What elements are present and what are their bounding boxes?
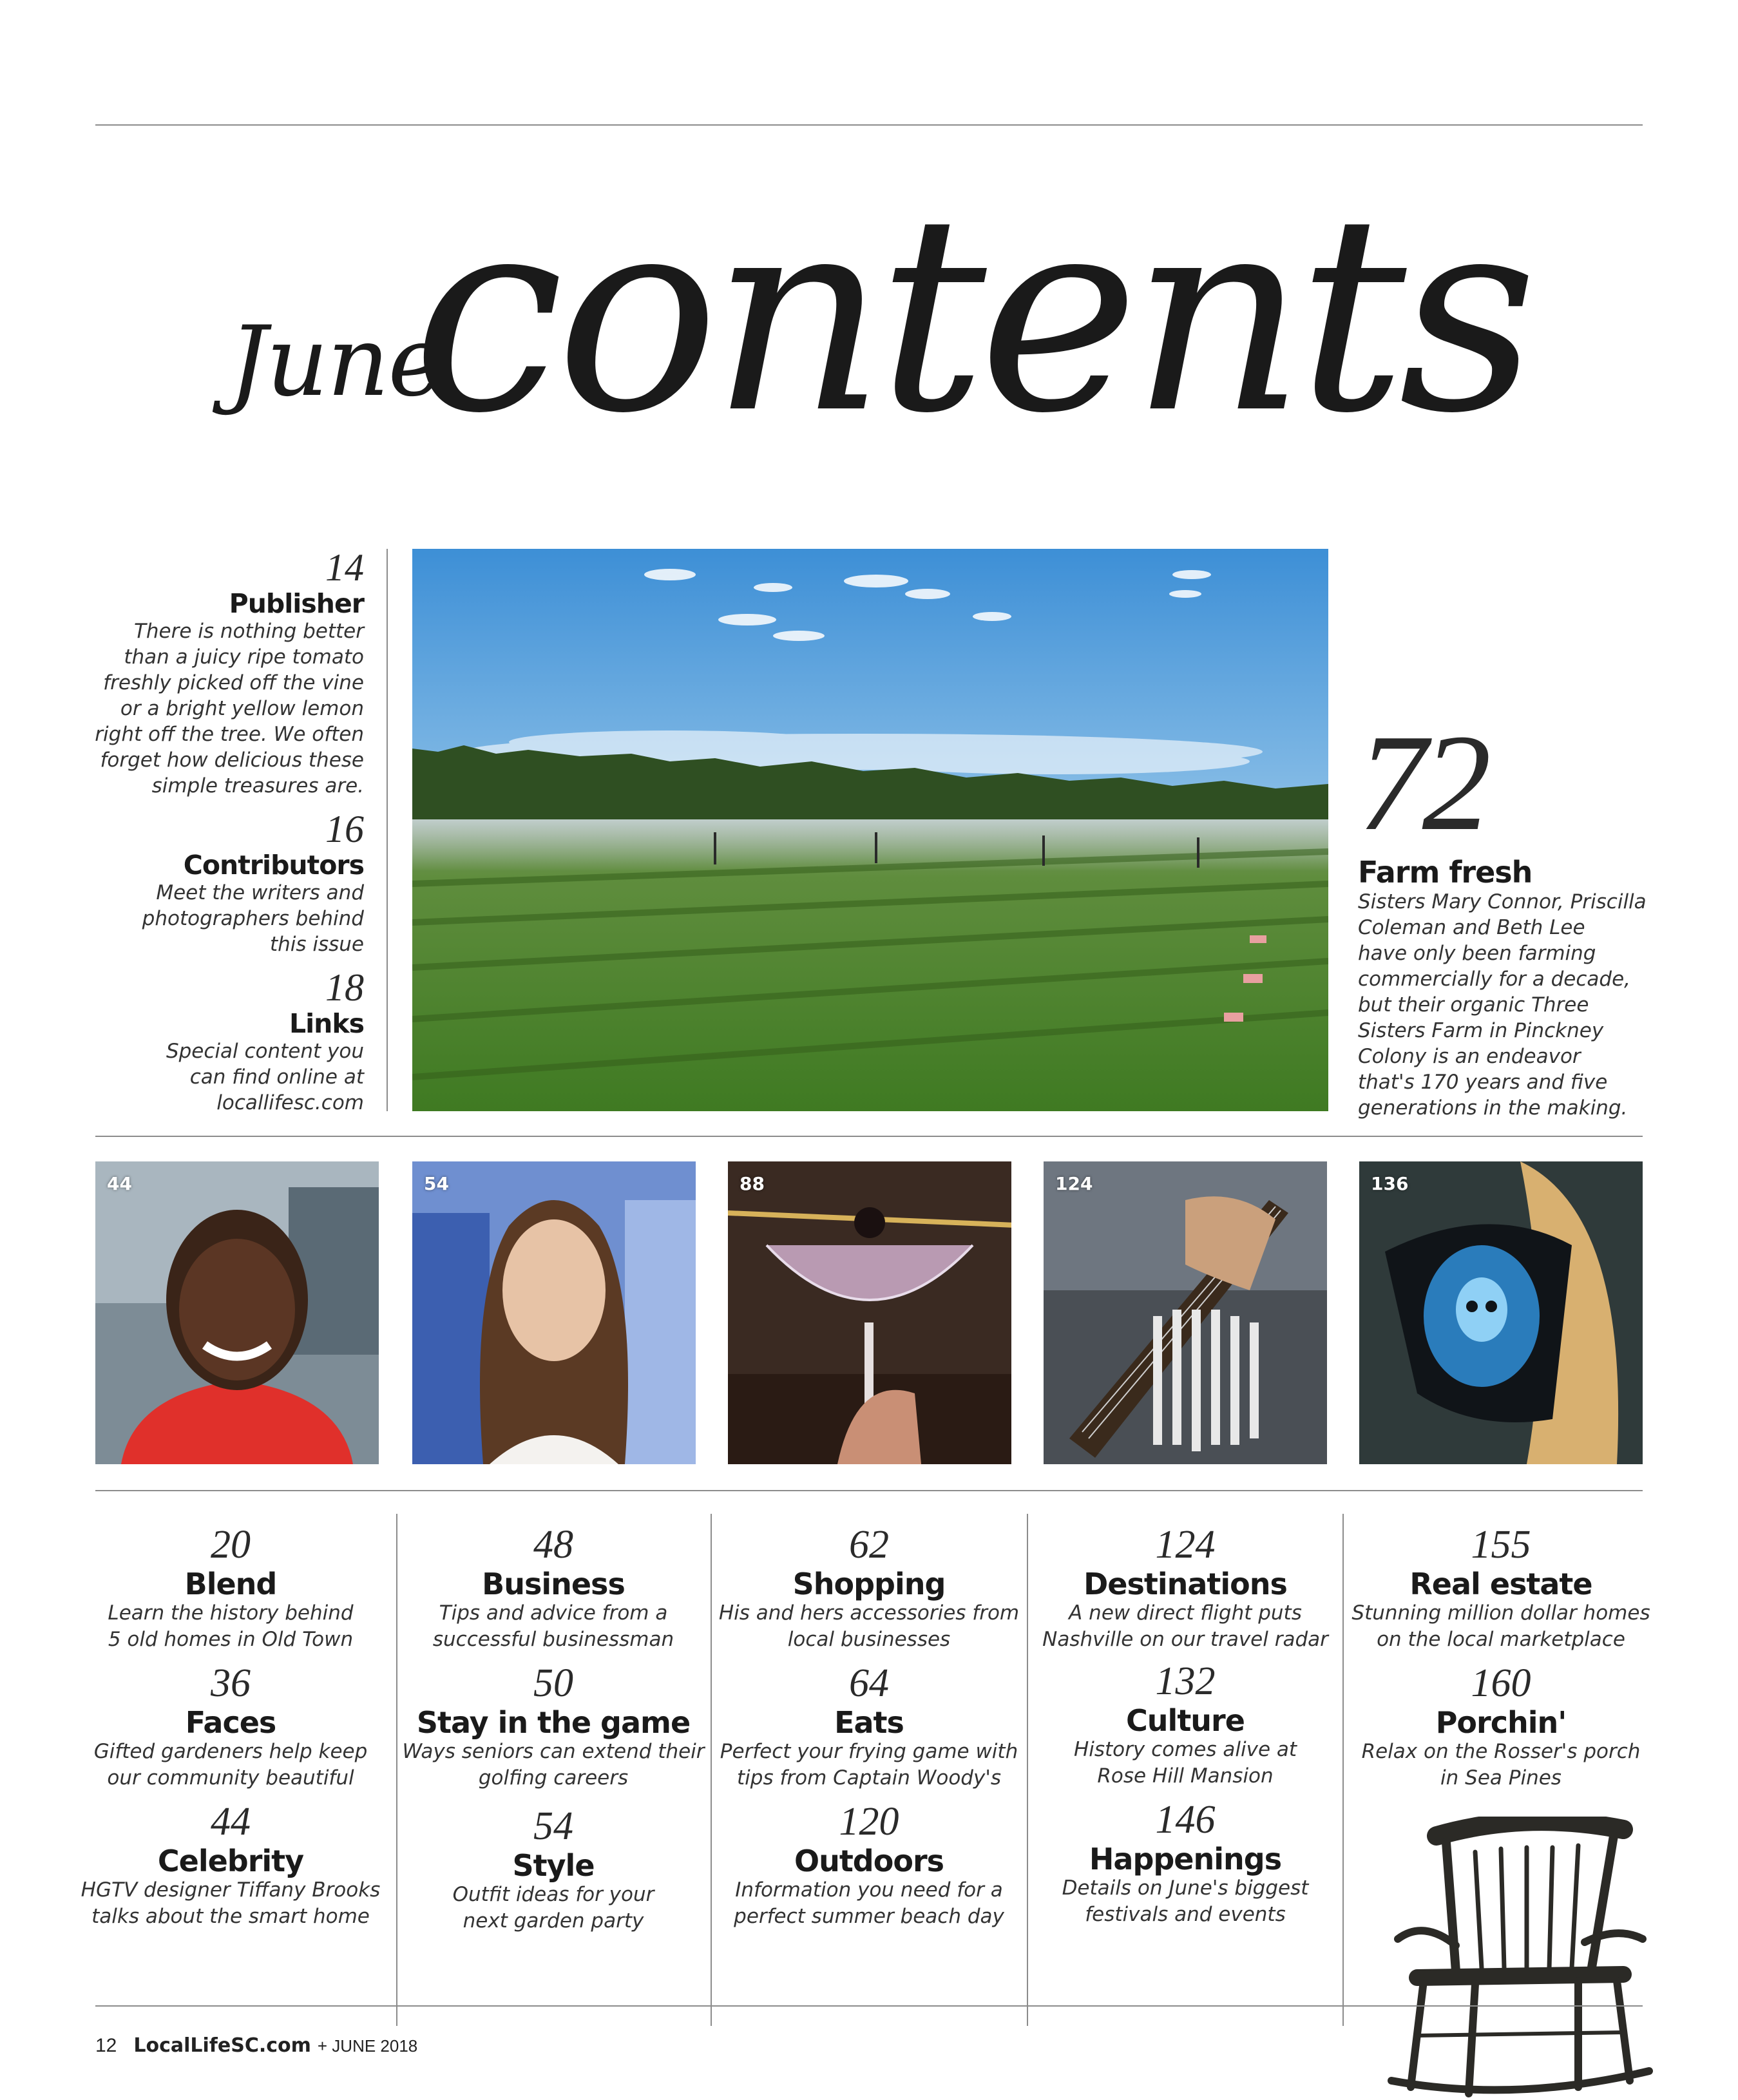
page-number: 160 — [1471, 1661, 1531, 1705]
entry-description: History comes alive at Rose Hill Mansion — [1073, 1738, 1297, 1788]
entry-heading: Outdoors — [794, 1844, 944, 1878]
entry-blend[interactable] — [76, 1522, 385, 1660]
page-number: 16 — [325, 808, 364, 850]
entry-description: Meet the writers and photographers behind this issue — [142, 881, 364, 956]
contents-column-4 — [1031, 1522, 1340, 1928]
entry-outdoors[interactable] — [714, 1799, 1024, 1930]
contents-column-3 — [714, 1522, 1024, 1930]
folio-page-number: 12 — [95, 2035, 117, 2056]
thumb-page-badge: 124 — [1055, 1173, 1093, 1194]
entry-heading: Links — [289, 1008, 364, 1039]
page-number: 50 — [533, 1661, 573, 1705]
column-divider — [711, 1514, 712, 2026]
contributors-entry[interactable] — [77, 808, 364, 957]
thumb-page-badge: 136 — [1371, 1173, 1409, 1194]
entry-heading: Culture — [1126, 1703, 1245, 1738]
site-name-link[interactable]: LocalLifeSC.com — [133, 2034, 311, 2057]
entry-business[interactable] — [399, 1522, 708, 1660]
thumb-welding-mask-photo[interactable] — [1359, 1161, 1643, 1464]
entry-heading: Porchin' — [1435, 1705, 1567, 1740]
page-number: 146 — [1155, 1798, 1216, 1842]
entry-description: Tips and advice from a successful businessman — [432, 1601, 674, 1651]
entry-heading: Style — [512, 1848, 595, 1883]
entry-porchin[interactable] — [1346, 1660, 1656, 1791]
bottom-rule — [95, 2005, 1643, 2007]
feature-page-number: 72 — [1358, 705, 1486, 859]
page-title: contents — [412, 158, 1530, 473]
page-number: 124 — [1155, 1523, 1216, 1567]
entry-real-estate[interactable] — [1346, 1522, 1656, 1660]
entry-happenings[interactable] — [1031, 1797, 1340, 1928]
entry-faces[interactable] — [76, 1660, 385, 1799]
entry-heading: Blend — [184, 1567, 277, 1601]
page-number: 48 — [533, 1523, 573, 1567]
feature-farm-fresh[interactable] — [1358, 705, 1661, 1121]
entry-description: Outfit ideas for your next garden party — [452, 1883, 654, 1933]
page-number: 14 — [325, 546, 364, 589]
entry-description: Details on June's biggest festivals and events — [1062, 1876, 1309, 1926]
thumb-page-badge: 54 — [424, 1173, 449, 1194]
publisher-entry[interactable] — [77, 546, 364, 799]
links-entry[interactable] — [77, 966, 364, 1116]
contents-column-2 — [399, 1522, 708, 1934]
entry-description: Perfect your frying game with tips from Captain Woody's — [720, 1740, 1018, 1790]
entry-heading: Faces — [185, 1705, 276, 1740]
entry-description: Information you need for a perfect summer beach day — [734, 1878, 1004, 1928]
thumb-guitar-photo[interactable] — [1044, 1161, 1327, 1464]
thumb-page-badge: 88 — [740, 1173, 765, 1194]
feature-description: Sisters Mary Connor, Priscilla Coleman and Beth Lee have only been farming commercially for a decade, but their organic Three Sisters Farm in Pinckney Colony is an endeavor that's 170 years and five generations in the making. — [1358, 890, 1647, 1120]
thumb-cocktail-photo[interactable] — [728, 1161, 1011, 1464]
entry-description: HGTV designer Tiffany Brooks talks about the smart home — [81, 1878, 381, 1928]
left-column-divider — [387, 549, 388, 1111]
strip-bottom-rule — [95, 1490, 1643, 1491]
entry-heading: Celebrity — [157, 1844, 304, 1878]
top-rule — [95, 124, 1643, 126]
page-number: 36 — [211, 1661, 251, 1705]
entry-heading: Destinations — [1084, 1567, 1287, 1601]
page-number: 20 — [211, 1523, 251, 1567]
entry-description: Learn the history behind 5 old homes in Old Town — [108, 1601, 354, 1651]
feature-heading: Farm fresh — [1358, 855, 1533, 890]
column-divider — [1027, 1514, 1028, 2026]
entry-culture[interactable] — [1031, 1658, 1340, 1797]
entry-eats[interactable] — [714, 1660, 1024, 1799]
entry-shopping[interactable] — [714, 1522, 1024, 1660]
page-number: 132 — [1155, 1659, 1216, 1703]
thumb-style-photo[interactable] — [412, 1161, 696, 1464]
contents-column-1 — [76, 1522, 385, 1930]
entry-description: His and hers accessories from local businesses — [718, 1601, 1020, 1651]
thumb-celebrity-photo[interactable] — [95, 1161, 379, 1464]
farm-field-photo[interactable] — [412, 549, 1328, 1111]
column-divider — [396, 1514, 397, 2026]
entry-heading: Business — [482, 1567, 625, 1601]
page-number: 62 — [849, 1523, 889, 1567]
page-number: 64 — [849, 1661, 889, 1705]
rocking-chair-photo — [1385, 1817, 1656, 2100]
page-number: 44 — [211, 1800, 251, 1844]
entry-description: Relax on the Rosser's porch in Sea Pines — [1361, 1740, 1641, 1790]
issue-date: + JUNE 2018 — [317, 2036, 418, 2056]
page-number: 120 — [839, 1800, 899, 1844]
entry-stay-in-the-game[interactable] — [399, 1660, 708, 1803]
contents-column-5 — [1346, 1522, 1656, 1791]
entry-heading: Happenings — [1089, 1842, 1282, 1876]
page-number: 54 — [533, 1804, 573, 1848]
column-divider — [1342, 1514, 1344, 2026]
entry-description: A new direct flight puts Nashville on our travel radar — [1042, 1601, 1328, 1651]
thumb-page-badge: 44 — [107, 1173, 132, 1194]
page-number: 18 — [325, 966, 364, 1009]
page-footer — [95, 2034, 417, 2057]
entry-description: Ways seniors can extend their golfing careers — [402, 1740, 705, 1790]
entry-description: There is nothing better than a juicy ripe tomato freshly picked off the vine or a bright yellow lemon right off the tree. We often forget how delicious these simple treasures are. — [95, 620, 364, 797]
entry-destinations[interactable] — [1031, 1522, 1340, 1658]
entry-heading: Real estate — [1409, 1567, 1592, 1601]
strip-top-rule — [95, 1136, 1643, 1137]
entry-heading: Stay in the game — [416, 1705, 691, 1740]
entry-heading: Shopping — [792, 1567, 946, 1601]
entry-heading: Eats — [834, 1705, 904, 1740]
entry-style[interactable] — [399, 1803, 708, 1934]
entry-description: Stunning million dollar homes on the local marketplace — [1351, 1601, 1650, 1651]
page-number: 155 — [1471, 1523, 1531, 1567]
entry-description: Special content you can find online at locallifesc.com — [166, 1040, 364, 1114]
entry-heading: Publisher — [229, 588, 364, 619]
entry-heading: Contributors — [183, 850, 364, 881]
title-month: June — [229, 306, 444, 418]
entry-celebrity[interactable] — [76, 1799, 385, 1930]
entry-description: Gifted gardeners help keep our community beautiful — [93, 1740, 368, 1790]
